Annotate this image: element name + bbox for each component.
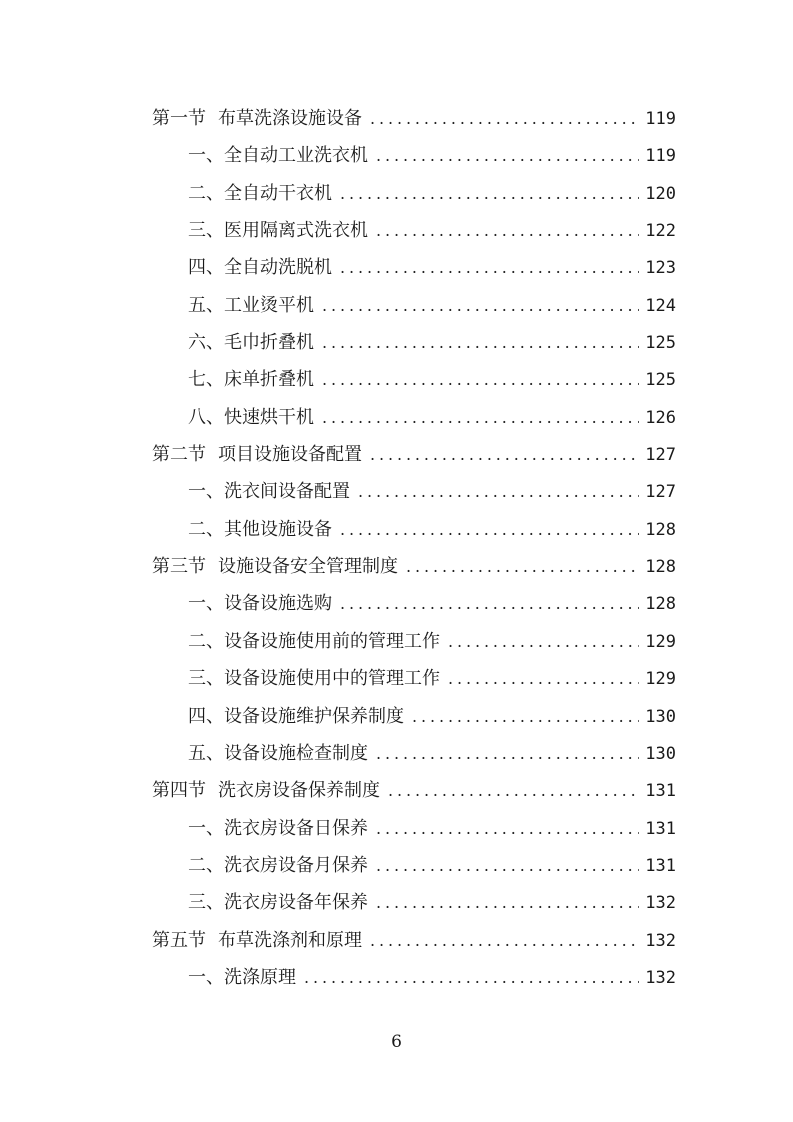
dot-leader (448, 623, 639, 660)
toc-item-entry[interactable] (152, 810, 676, 847)
toc-section-entry[interactable] (152, 100, 676, 137)
toc-entry-number: 一、 (188, 593, 224, 615)
toc-entry-title: 其他设施设备 (224, 518, 332, 540)
dot-leader (370, 922, 639, 959)
toc-entry-title: 布草洗涤设施设备 (218, 108, 362, 129)
toc-item-entry[interactable] (152, 249, 676, 286)
dot-leader (358, 473, 639, 510)
toc-entry-title: 项目设施设备配置 (218, 444, 362, 466)
toc-item-entry[interactable] (152, 511, 676, 548)
dot-leader (370, 436, 639, 473)
toc-entry-number: 六、 (188, 332, 224, 354)
toc-entry-page: 128 (645, 519, 676, 540)
toc-item-entry[interactable] (152, 399, 676, 436)
dot-leader (376, 810, 639, 847)
toc-entry-title: 快速烘干机 (224, 406, 314, 428)
dot-leader (412, 698, 639, 735)
toc-item-entry[interactable] (152, 175, 676, 212)
toc-entry-page: 119 (645, 109, 676, 129)
toc-entry-title: 洗衣房设备保养制度 (218, 780, 380, 802)
toc-item-entry[interactable] (152, 585, 676, 622)
toc-entry-page: 125 (645, 370, 676, 391)
toc-entry-page: 127 (645, 445, 676, 466)
toc-entry-number: 一、 (188, 145, 224, 167)
toc-entry-page: 119 (645, 146, 676, 167)
toc-item-entry[interactable] (152, 324, 676, 361)
dot-leader (376, 735, 639, 772)
toc-item-entry[interactable] (152, 735, 676, 772)
toc-entry-page: 128 (645, 557, 676, 578)
dot-leader (340, 585, 639, 622)
toc-entry-page: 123 (645, 258, 676, 279)
toc-entry-title: 设备设施使用中的管理工作 (224, 668, 440, 690)
toc-entry-page: 129 (645, 669, 676, 690)
toc-entry-title: 洗衣房设备年保养 (224, 892, 368, 914)
dot-leader (322, 361, 639, 398)
toc-entry-number: 二、 (188, 182, 224, 204)
toc-entry-number: 二、 (188, 518, 224, 540)
toc-entry-number: 三、 (188, 668, 224, 690)
toc-entry-page: 131 (645, 818, 676, 839)
toc-entry-page: 132 (645, 893, 676, 914)
toc-entry-title: 床单折叠机 (224, 369, 314, 391)
toc-item-entry[interactable] (152, 698, 676, 735)
toc-entry-number: 四、 (188, 257, 224, 279)
dot-leader (340, 249, 639, 286)
toc-entry-page: 128 (645, 594, 676, 615)
toc-entry-number: 八、 (188, 406, 224, 428)
toc-entry-page: 127 (645, 482, 676, 503)
dot-leader (340, 175, 639, 212)
toc-item-entry[interactable] (152, 212, 676, 249)
dot-leader (376, 137, 639, 174)
dot-leader (448, 660, 639, 697)
toc-entry-page: 126 (645, 407, 676, 428)
toc-entry-number: 五、 (188, 294, 224, 316)
toc-item-entry[interactable] (152, 473, 676, 510)
dot-leader (370, 100, 639, 137)
toc-entry-title: 设备设施选购 (224, 593, 332, 615)
toc-entry-title: 毛巾折叠机 (224, 332, 314, 354)
toc-item-entry[interactable] (152, 361, 676, 398)
toc-entry-page: 130 (645, 743, 676, 764)
toc-entry-number: 七、 (188, 369, 224, 391)
toc-entry-page: 132 (645, 930, 676, 951)
toc-section-entry[interactable] (152, 548, 676, 585)
toc-entry-number: 第四节 (152, 780, 206, 802)
dot-leader (376, 847, 639, 884)
toc-section-entry[interactable] (152, 772, 676, 809)
toc-entry-number: 五、 (188, 742, 224, 764)
toc-entry-number: 第三节 (152, 556, 206, 578)
toc-entry-page: 130 (645, 706, 676, 727)
toc-item-entry[interactable] (152, 959, 676, 996)
dot-leader (322, 399, 639, 436)
toc-entry-number: 一、 (188, 481, 224, 503)
toc-entry-number: 二、 (188, 630, 224, 652)
toc-entry-page: 129 (645, 631, 676, 652)
toc-entry-title: 全自动干衣机 (224, 182, 332, 204)
toc-entry-number: 三、 (188, 892, 224, 914)
toc-entry-page: 125 (645, 333, 676, 354)
toc-section-entry[interactable] (152, 436, 676, 473)
dot-leader (388, 772, 639, 809)
toc-entry-number: 三、 (188, 220, 224, 242)
toc-entry-number: 一、 (188, 966, 224, 988)
toc-item-entry[interactable] (152, 660, 676, 697)
toc-entry-title: 工业烫平机 (224, 294, 314, 316)
toc-entry-title: 设备设施使用前的管理工作 (224, 630, 440, 652)
toc-entry-title: 洗衣房设备月保养 (224, 854, 368, 876)
toc-entry-title: 布草洗涤剂和原理 (218, 929, 362, 951)
dot-leader (322, 324, 639, 361)
toc-entry-page: 132 (645, 967, 676, 988)
toc-item-entry[interactable] (152, 847, 676, 884)
toc-entry-title: 洗衣房设备日保养 (224, 817, 368, 839)
toc-entry-page: 122 (645, 221, 676, 242)
toc-entry-title: 洗衣间设备配置 (224, 481, 350, 503)
toc-entry-title: 设备设施维护保养制度 (224, 705, 404, 727)
toc-entry-page: 120 (645, 183, 676, 204)
dot-leader (406, 548, 639, 585)
toc-entry-number: 第二节 (152, 444, 206, 466)
dot-leader (304, 959, 639, 996)
toc-entry-page: 124 (645, 295, 676, 316)
toc-section-entry[interactable] (152, 922, 676, 959)
toc-item-entry[interactable] (152, 137, 676, 174)
toc-entry-title: 设备设施检查制度 (224, 742, 368, 764)
toc-item-entry[interactable] (152, 287, 676, 324)
dot-leader (376, 884, 639, 921)
page-number: 6 (391, 1032, 402, 1052)
toc-item-entry[interactable] (152, 884, 676, 921)
table-of-contents (152, 100, 676, 996)
dot-leader (322, 287, 639, 324)
toc-entry-page: 131 (645, 855, 676, 876)
dot-leader (376, 212, 639, 249)
toc-entry-title: 医用隔离式洗衣机 (224, 220, 368, 242)
toc-item-entry[interactable] (152, 623, 676, 660)
toc-entry-number: 四、 (188, 705, 224, 727)
toc-entry-title: 设施设备安全管理制度 (218, 556, 398, 578)
toc-entry-number: 第一节 (152, 108, 206, 129)
toc-entry-number: 第五节 (152, 929, 206, 951)
toc-entry-number: 二、 (188, 854, 224, 876)
toc-entry-page: 131 (645, 781, 676, 802)
toc-entry-title: 洗涤原理 (224, 966, 296, 988)
dot-leader (340, 511, 639, 548)
toc-entry-number: 一、 (188, 817, 224, 839)
toc-entry-title: 全自动工业洗衣机 (224, 145, 368, 167)
toc-entry-title: 全自动洗脱机 (224, 257, 332, 279)
